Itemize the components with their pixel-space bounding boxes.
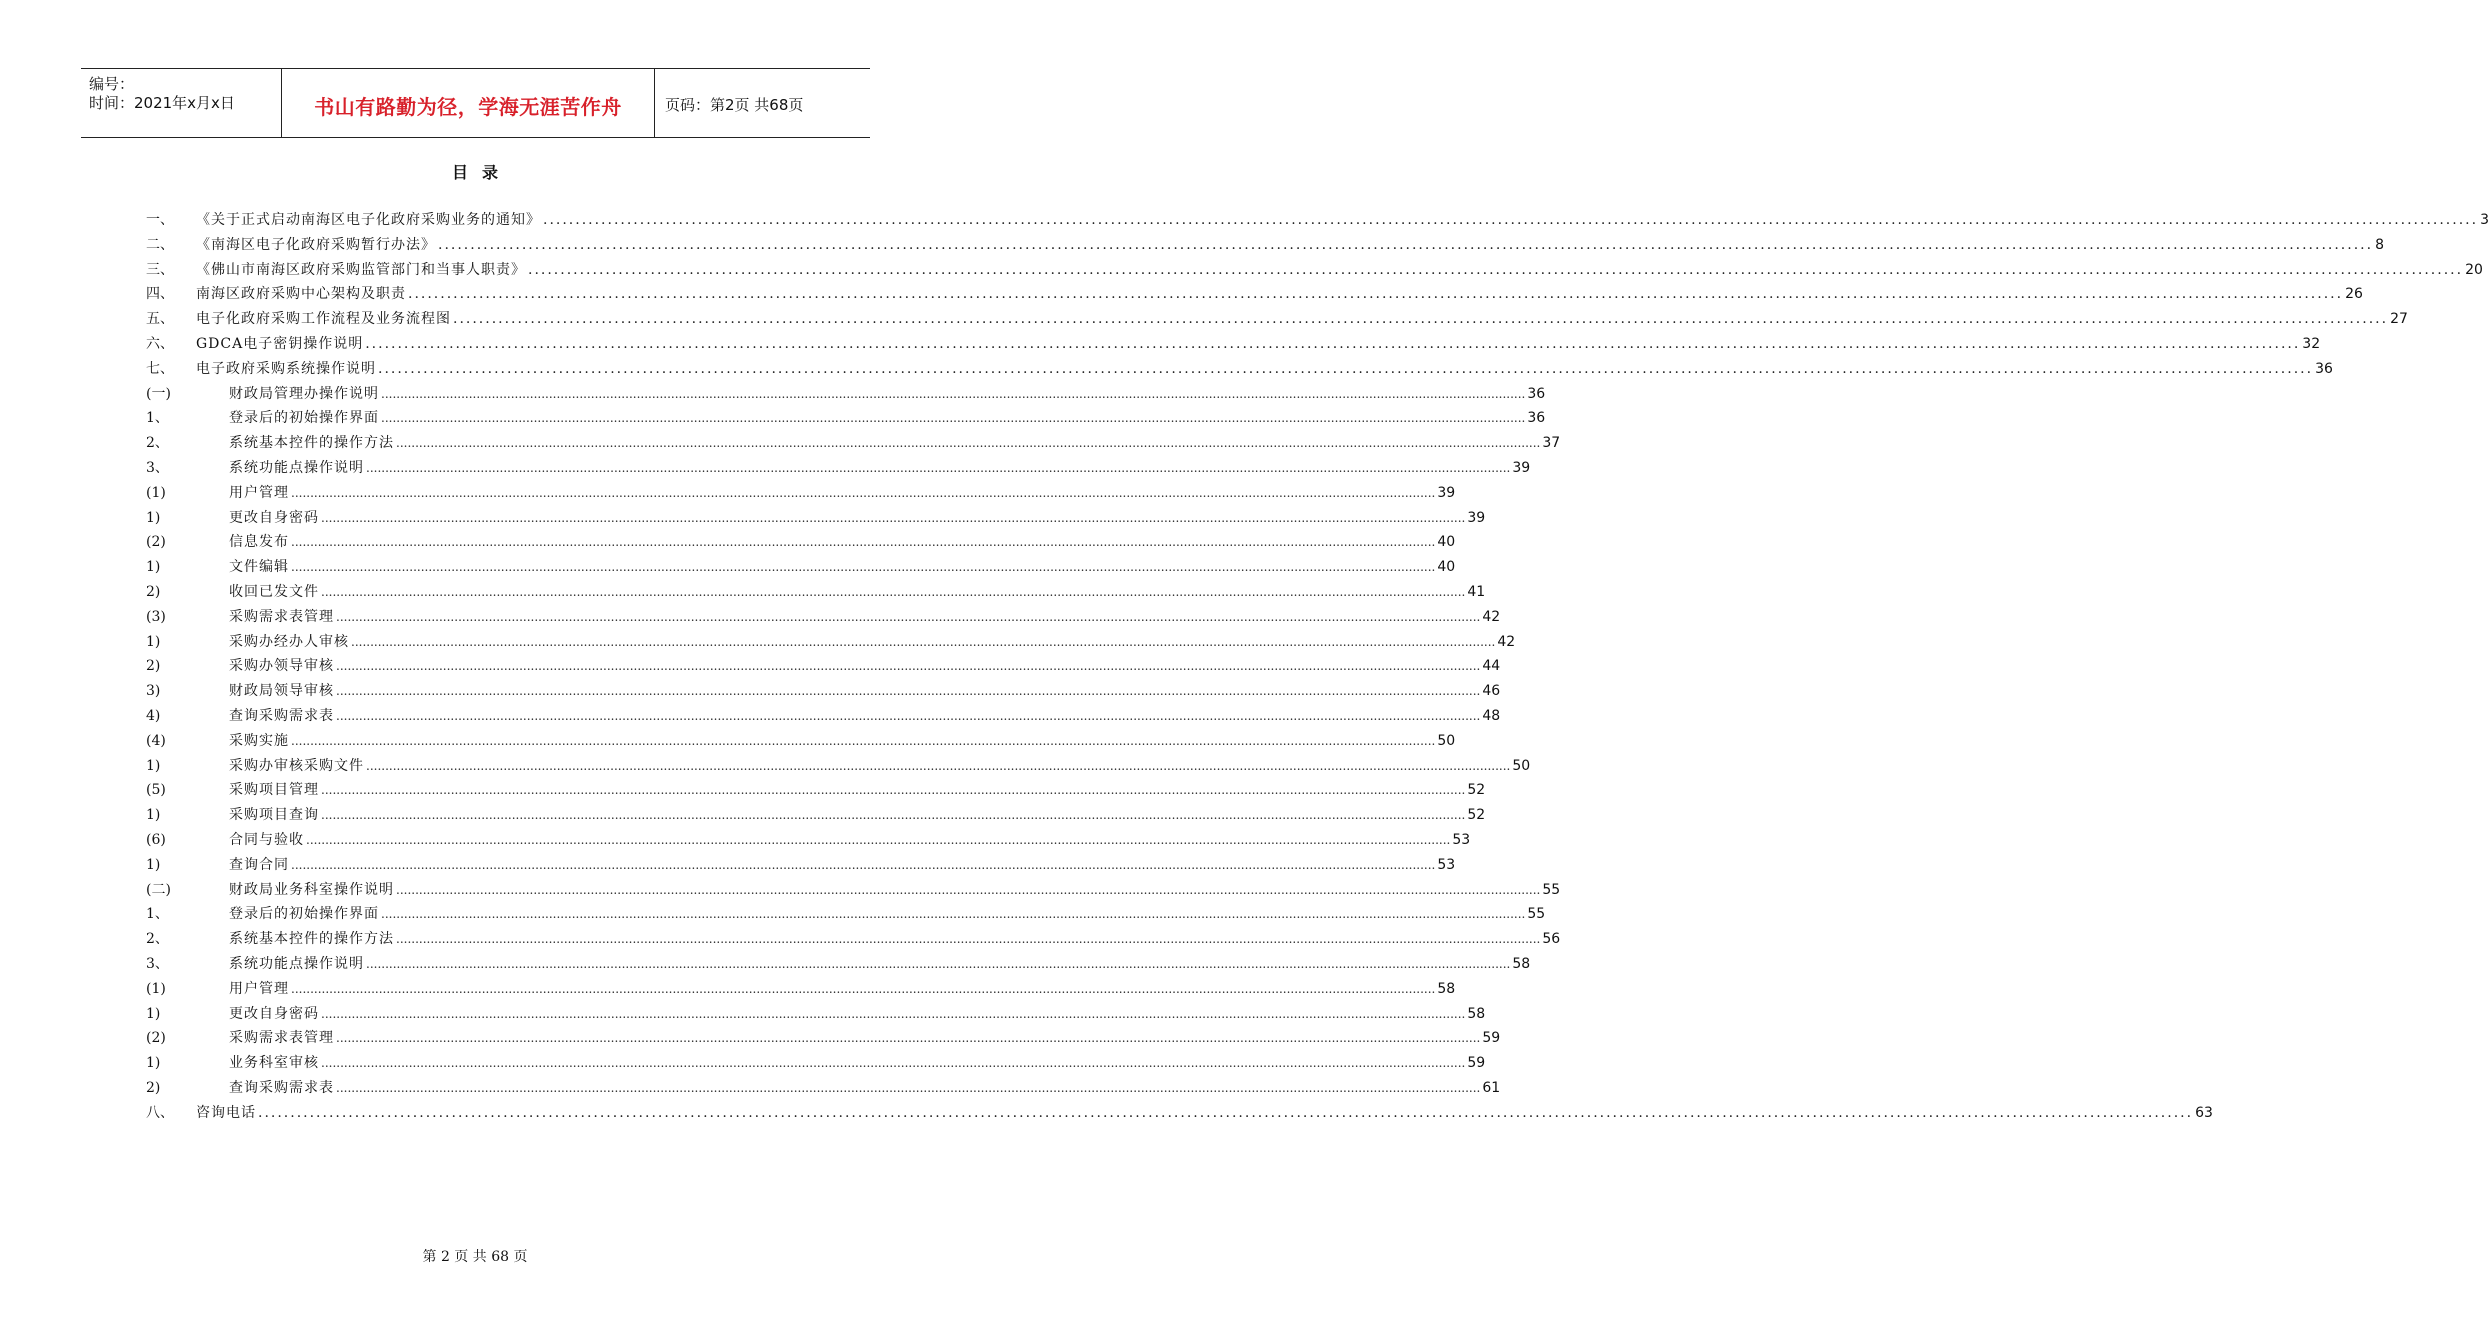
toc-entry-page: 41 — [1467, 584, 1486, 600]
toc-entry-title: 业务科室审核 — [229, 1055, 319, 1072]
toc-row[interactable] — [0, 456, 1531, 480]
toc-entry-page: 48 — [1482, 708, 1501, 724]
toc-entry-number: 1) — [146, 856, 161, 873]
toc-leader-dots: ............................................................................................................................................................................................................................................................................................................ — [396, 882, 1541, 897]
toc-entry — [229, 654, 1501, 678]
toc-row[interactable] — [0, 977, 1456, 1001]
toc-row[interactable] — [0, 431, 1561, 455]
toc-leader-dots: ............................................................................................................................................................................................................................................................................................................ — [336, 709, 1481, 723]
toc-row[interactable] — [0, 878, 1561, 902]
toc-entry — [229, 927, 1561, 951]
toc-leader-dots: ............................................................................................................................................................................................................................................................................................................ — [453, 311, 2389, 328]
toc-row[interactable] — [0, 803, 1486, 827]
toc-entry-title: 查询采购需求表 — [229, 708, 334, 724]
toc-entry-number: (5) — [146, 782, 166, 799]
toc-entry-title: 系统基本控件的操作方法 — [229, 931, 394, 948]
toc-leader-dots: ............................................................................................................................................................................................................................................................................................................ — [336, 659, 1481, 674]
toc-entry-number: 七、 — [146, 360, 174, 377]
toc-entry — [229, 878, 1561, 902]
toc-leader-dots: ............................................................................................................................................................................................................................................................................................................ — [336, 684, 1481, 699]
toc-leader-dots: ............................................................................................................................................................................................................................................................................................................ — [351, 634, 1496, 649]
toc-row[interactable] — [0, 307, 2408, 331]
toc-entry-title: 采购实施 — [229, 732, 289, 749]
toc-entry-page: 32 — [2302, 336, 2321, 352]
toc-row[interactable] — [0, 357, 2333, 381]
toc-entry — [229, 1002, 1486, 1026]
toc-leader-dots: ............................................................................................................................................................................................................................................................................................................ — [291, 560, 1436, 575]
toc-entry — [196, 282, 2363, 306]
toc-entry-number: 六、 — [146, 336, 174, 352]
toc-entry-title: 电子化政府采购工作流程及业务流程图 — [196, 311, 451, 328]
toc-entry — [229, 1076, 1501, 1100]
toc-leader-dots: ............................................................................................................................................................................................................................................................................................................ — [528, 261, 2464, 278]
toc-leader-dots: ............................................................................................................................................................................................................................................................................................................ — [543, 212, 2479, 228]
toc-row[interactable] — [0, 555, 1456, 579]
toc-entry-number: 2、 — [146, 435, 169, 452]
toc-row[interactable] — [0, 382, 1546, 406]
toc-entry — [229, 977, 1456, 1001]
toc-entry — [229, 382, 1546, 406]
toc-leader-dots: ............................................................................................................................................................................................................................................................................................................ — [366, 957, 1511, 971]
time-label: 时间：2021年x月x日 — [89, 94, 235, 112]
toc-entry-title: 《关于正式启动南海区电子化政府采购业务的通知》 — [196, 212, 541, 228]
toc-entry-number: (2) — [146, 534, 166, 551]
toc-entry-page: 20 — [2465, 261, 2483, 278]
toc-leader-dots: ............................................................................................................................................................................................................................................................................................................ — [381, 386, 1526, 401]
toc-entry — [229, 952, 1531, 976]
header-right-cell — [655, 69, 870, 137]
toc-entry-title: 财政局管理办操作说明 — [229, 385, 379, 402]
toc-entry-page: 50 — [1512, 757, 1531, 774]
toc-entry — [229, 555, 1456, 579]
toc-entry-number: (6) — [146, 832, 166, 848]
toc-row[interactable] — [0, 828, 1471, 852]
toc-entry-title: 系统功能点操作说明 — [229, 956, 364, 972]
toc-entry-page: 37 — [1542, 435, 1561, 452]
toc-entry — [196, 258, 2483, 282]
toc-entry-title: 咨询电话 — [196, 1104, 256, 1121]
toc-leader-dots: ............................................................................................................................................................................................................................................................................................................ — [378, 360, 2314, 377]
toc-entry-number: 1) — [146, 757, 161, 774]
toc-entry — [229, 902, 1546, 926]
toc-leader-dots: ............................................................................................................................................................................................................................................................................................................ — [258, 1104, 2194, 1121]
toc-leader-dots: ............................................................................................................................................................................................................................................................................................................ — [321, 1006, 1466, 1021]
header-motto: 书山有路勤为径，学海无涯苦作舟 — [314, 95, 622, 119]
toc-entry-title: 系统基本控件的操作方法 — [229, 435, 394, 452]
toc-entry-number: 3、 — [146, 956, 169, 972]
toc-entry-number: 3、 — [146, 460, 169, 476]
toc-entry — [229, 679, 1501, 703]
toc-row[interactable] — [0, 406, 1546, 430]
toc-entry-title: 收回已发文件 — [229, 584, 319, 600]
toc-entry-number: 1) — [146, 633, 161, 650]
toc-entry-page: 40 — [1437, 534, 1456, 551]
toc-entry-title: 采购需求表管理 — [229, 1030, 334, 1047]
toc-row[interactable] — [0, 208, 2489, 232]
toc-entry — [229, 778, 1486, 802]
toc-row[interactable] — [0, 282, 2363, 306]
toc-entry-title: 采购项目管理 — [229, 782, 319, 799]
toc-leader-dots: ............................................................................................................................................................................................................................................................................................................ — [366, 461, 1511, 475]
toc-row[interactable] — [0, 778, 1486, 802]
toc-entry-number: 四、 — [146, 286, 174, 303]
toc-entry — [229, 481, 1456, 505]
toc-row[interactable] — [0, 530, 1456, 554]
toc-entry-number: (一) — [146, 385, 171, 402]
toc-entry-page: 53 — [1452, 832, 1471, 848]
toc-entry-page: 52 — [1467, 807, 1486, 824]
toc-leader-dots: ............................................................................................................................................................................................................................................................................................................ — [306, 833, 1451, 847]
number-label: 编号： — [89, 75, 135, 93]
toc-entry-number: 3) — [146, 683, 161, 700]
toc-row[interactable] — [0, 506, 1486, 530]
toc-leader-dots: ............................................................................................................................................................................................................................................................................................................ — [396, 932, 1541, 947]
toc-entry-number: 1、 — [146, 906, 169, 923]
header-left-cell — [81, 69, 282, 137]
toc-entry-number: 2) — [146, 1080, 161, 1096]
toc-row[interactable] — [0, 233, 2384, 257]
toc-entry — [229, 828, 1471, 852]
toc-leader-dots: ............................................................................................................................................................................................................................................................................................................ — [291, 857, 1436, 872]
toc-entry-number: 1) — [146, 1005, 161, 1022]
toc-entry-page: 58 — [1467, 1005, 1486, 1022]
page-header — [81, 68, 870, 138]
toc-entry-number: 1) — [146, 509, 161, 526]
header-page-label: 页码：第2页 共68页 — [665, 96, 804, 114]
toc-entry-title: 《南海区电子化政府采购暂行办法》 — [196, 236, 436, 253]
toc-entry — [196, 332, 2321, 356]
toc-entry-page: 3 — [2480, 212, 2489, 228]
toc-entry-title: 查询采购需求表 — [229, 1080, 334, 1096]
toc-entry-page: 61 — [1482, 1080, 1501, 1096]
toc-entry-number: 2、 — [146, 931, 169, 948]
toc-entry-title: 《佛山市南海区政府采购监管部门和当事人职责》 — [196, 261, 526, 278]
toc-row[interactable] — [0, 927, 1561, 951]
toc-leader-dots: ............................................................................................................................................................................................................................................................................................................ — [321, 808, 1466, 823]
toc-entry-number: 八、 — [146, 1104, 174, 1121]
toc-leader-dots: ............................................................................................................................................................................................................................................................................................................ — [438, 236, 2374, 253]
toc-entry-title: 查询合同 — [229, 856, 289, 873]
toc-entry-page: 39 — [1437, 484, 1456, 501]
toc-row[interactable] — [0, 630, 1516, 654]
toc-entry — [229, 406, 1546, 430]
toc-row[interactable] — [0, 481, 1456, 505]
toc-entry-number: 1) — [146, 807, 161, 824]
toc-row[interactable] — [0, 1002, 1486, 1026]
toc-entry-page: 46 — [1482, 683, 1501, 700]
toc-entry-title: 合同与验收 — [229, 832, 304, 848]
toc-entry-number: 4) — [146, 708, 161, 724]
toc-entry — [229, 853, 1456, 877]
toc-entry-number: 1、 — [146, 410, 169, 427]
page-footer: 第 2 页 共 68 页 — [422, 1249, 528, 1265]
toc-row[interactable] — [0, 258, 2483, 282]
toc-entry — [229, 1051, 1486, 1075]
toc-entry — [229, 605, 1501, 629]
toc-entry — [229, 580, 1486, 604]
toc-entry-title: 用户管理 — [229, 980, 289, 997]
toc-row[interactable] — [0, 679, 1501, 703]
toc-entry-title: 财政局领导审核 — [229, 683, 334, 700]
header-center-cell — [282, 69, 655, 137]
toc-row[interactable] — [0, 754, 1531, 778]
toc-entry-page: 42 — [1482, 608, 1501, 625]
toc-leader-dots: ............................................................................................................................................................................................................................................................................................................ — [336, 1081, 1481, 1095]
toc-entry-page: 27 — [2390, 311, 2408, 328]
toc-entry-page: 59 — [1482, 1030, 1501, 1047]
toc-row[interactable] — [0, 332, 2321, 356]
toc-row[interactable] — [0, 853, 1456, 877]
toc-entry-title: 电子政府采购系统操作说明 — [196, 360, 376, 377]
toc-leader-dots: ............................................................................................................................................................................................................................................................................................................ — [381, 411, 1526, 426]
toc-entry-page: 36 — [1527, 385, 1546, 402]
toc-entry-number: (二) — [146, 881, 171, 898]
toc-leader-dots: ............................................................................................................................................................................................................................................................................................................ — [408, 286, 2344, 303]
toc-entry-number: (4) — [146, 732, 166, 749]
toc-entry-title: 登录后的初始操作界面 — [229, 410, 379, 427]
toc-leader-dots: ............................................................................................................................................................................................................................................................................................................ — [291, 535, 1436, 550]
toc-row[interactable] — [0, 952, 1531, 976]
toc-entry — [196, 208, 2489, 232]
toc-entry-title: 采购办审核采购文件 — [229, 757, 364, 774]
toc-entry-number: (1) — [146, 980, 166, 997]
toc-leader-dots: ............................................................................................................................................................................................................................................................................................................ — [291, 485, 1436, 500]
toc-leader-dots: ............................................................................................................................................................................................................................................................................................................ — [321, 1056, 1466, 1071]
toc-leader-dots: ............................................................................................................................................................................................................................................................................................................ — [336, 609, 1481, 624]
toc-entry-page: 63 — [2195, 1104, 2213, 1121]
toc-leader-dots: ............................................................................................................................................................................................................................................................................................................ — [321, 585, 1466, 599]
toc-row[interactable] — [0, 704, 1501, 728]
toc-row[interactable] — [0, 1026, 1501, 1050]
toc-leader-dots: ............................................................................................................................................................................................................................................................................................................ — [396, 436, 1541, 451]
toc-entry-page: 26 — [2345, 286, 2363, 303]
toc-entry — [229, 729, 1456, 753]
toc-entry-page: 44 — [1482, 658, 1501, 675]
toc-entry-page: 59 — [1467, 1055, 1486, 1072]
toc-entry — [229, 630, 1516, 654]
toc-entry-title: 采购办经办人审核 — [229, 633, 349, 650]
toc-row[interactable] — [0, 902, 1546, 926]
toc-entry — [229, 456, 1531, 480]
toc-leader-dots: ............................................................................................................................................................................................................................................................................................................ — [291, 981, 1436, 996]
toc-entry-number: 1) — [146, 559, 161, 576]
toc-entry — [229, 803, 1486, 827]
toc-entry-title: GDCA电子密钥操作说明 — [196, 336, 364, 352]
toc-row[interactable] — [0, 1076, 1501, 1100]
toc-entry-number: 2) — [146, 658, 161, 675]
toc-entry-page: 42 — [1497, 633, 1516, 650]
toc-entry-number: (3) — [146, 608, 166, 625]
toc-entry — [196, 357, 2333, 381]
toc-entry — [229, 506, 1486, 530]
toc-entry-number: 2) — [146, 584, 161, 600]
toc-leader-dots: ............................................................................................................................................................................................................................................................................................................ — [291, 733, 1436, 748]
toc-leader-dots: ............................................................................................................................................................................................................................................................................................................ — [321, 510, 1466, 525]
toc-leader-dots: ............................................................................................................................................................................................................................................................................................................ — [336, 1031, 1481, 1046]
toc-entry — [196, 1101, 2213, 1125]
toc-entry-number: 五、 — [146, 311, 174, 328]
toc-entry-title: 采购需求表管理 — [229, 608, 334, 625]
toc-entry-page: 36 — [1527, 410, 1546, 427]
toc-entry-page: 8 — [2375, 236, 2384, 253]
toc-entry — [229, 431, 1561, 455]
toc-entry — [229, 530, 1456, 554]
toc-entry-title: 采购项目查询 — [229, 807, 319, 824]
toc-entry-page: 50 — [1437, 732, 1456, 749]
toc-entry — [229, 754, 1531, 778]
toc-entry-number: (1) — [146, 484, 166, 501]
toc-entry-page: 39 — [1512, 460, 1531, 476]
toc-entry-title: 财政局业务科室操作说明 — [229, 881, 394, 898]
toc-entry-title: 系统功能点操作说明 — [229, 460, 364, 476]
toc-title: 目录 — [451, 163, 512, 182]
toc-entry-page: 56 — [1542, 931, 1561, 948]
toc-entry-page: 58 — [1437, 980, 1456, 997]
toc-leader-dots: ............................................................................................................................................................................................................................................................................................................ — [381, 907, 1526, 922]
toc-entry-page: 36 — [2315, 360, 2333, 377]
toc-row[interactable] — [0, 1051, 1486, 1075]
toc-entry-number: 三、 — [146, 261, 174, 278]
toc-row[interactable] — [0, 654, 1501, 678]
toc-entry-page: 58 — [1512, 956, 1531, 972]
toc-entry-number: 二、 — [146, 236, 174, 253]
toc-entry-page: 53 — [1437, 856, 1456, 873]
toc-entry-title: 更改自身密码 — [229, 509, 319, 526]
toc-entry-title: 南海区政府采购中心架构及职责 — [196, 286, 406, 303]
toc-entry-title: 更改自身密码 — [229, 1005, 319, 1022]
toc-entry-page: 55 — [1527, 906, 1546, 923]
toc-entry-number: 1) — [146, 1055, 161, 1072]
toc-entry-page: 52 — [1467, 782, 1486, 799]
toc-entry — [229, 704, 1501, 728]
toc-entry — [196, 233, 2384, 257]
toc-entry-number: (2) — [146, 1030, 166, 1047]
toc-entry — [229, 1026, 1501, 1050]
toc-entry-page: 39 — [1467, 509, 1486, 526]
toc-leader-dots: ............................................................................................................................................................................................................................................................................................................ — [365, 336, 2301, 352]
toc-entry-page: 40 — [1437, 559, 1456, 576]
toc-row[interactable] — [0, 1101, 2213, 1125]
toc-entry-title: 采购办领导审核 — [229, 658, 334, 675]
toc-entry-title: 信息发布 — [229, 534, 289, 551]
toc-entry-page: 55 — [1542, 881, 1561, 898]
toc-entry — [196, 307, 2408, 331]
toc-row[interactable] — [0, 729, 1456, 753]
toc-entry-title: 登录后的初始操作界面 — [229, 906, 379, 923]
toc-leader-dots: ............................................................................................................................................................................................................................................................................................................ — [321, 783, 1466, 798]
toc-entry-title: 文件编辑 — [229, 559, 289, 576]
toc-leader-dots: ............................................................................................................................................................................................................................................................................................................ — [366, 758, 1511, 773]
toc-row[interactable] — [0, 605, 1501, 629]
toc-row[interactable] — [0, 580, 1486, 604]
toc-entry-number: 一、 — [146, 212, 174, 228]
toc-entry-title: 用户管理 — [229, 484, 289, 501]
